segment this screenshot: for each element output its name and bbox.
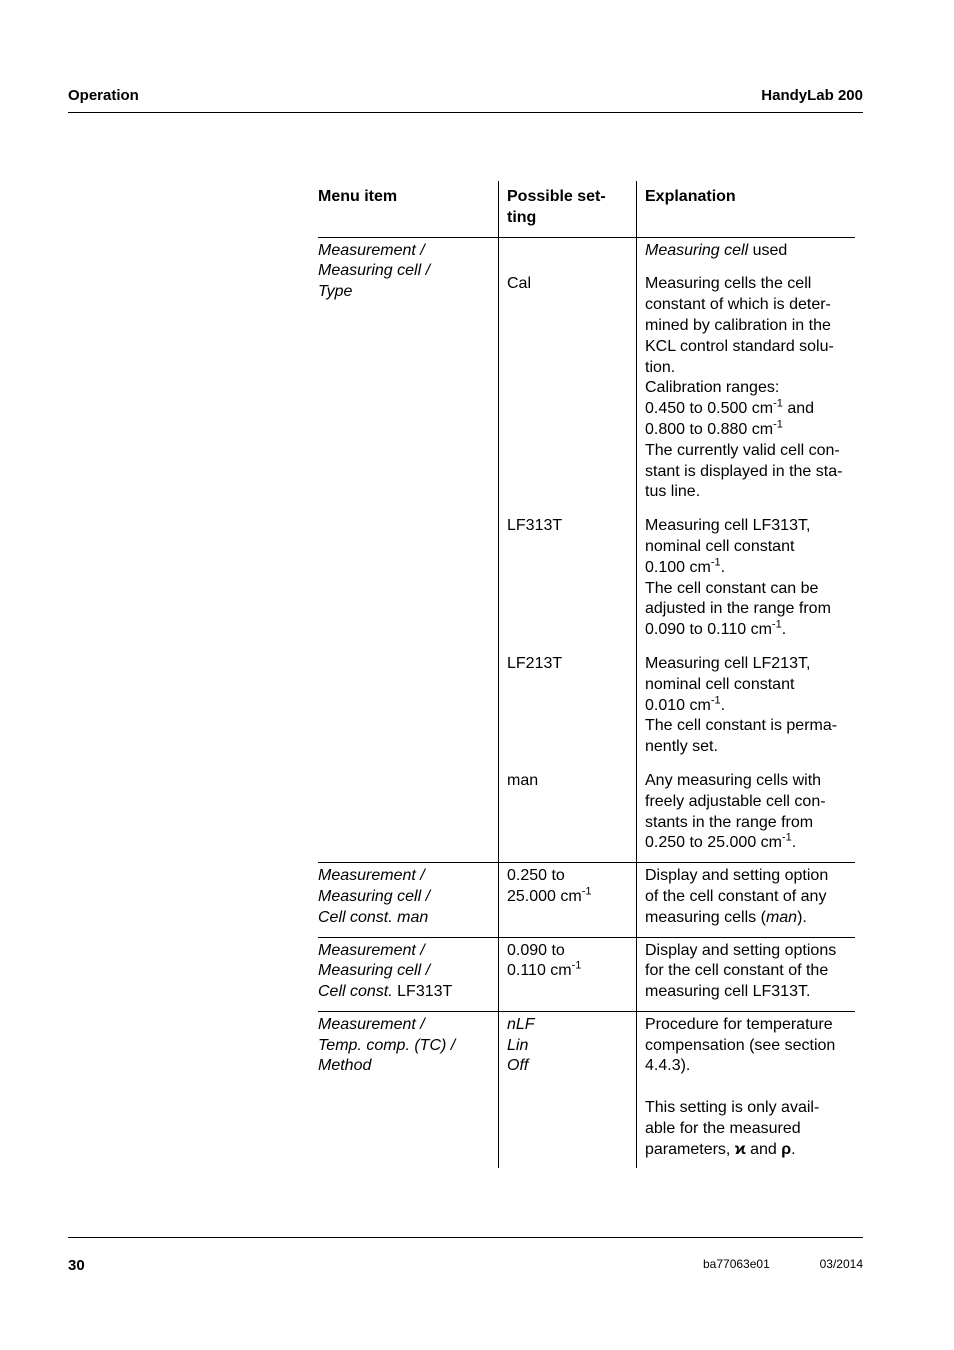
explanation-line: able for the measured: [645, 1119, 801, 1137]
menu-path-plain: LF313T: [392, 983, 453, 1001]
end-dot: .: [791, 1140, 796, 1158]
cal-text-line: Measuring cells the cell: [645, 275, 812, 293]
explanation-line: Display and setting options: [645, 941, 837, 959]
setting-cal: Cal: [499, 274, 637, 516]
cal-text-line: tion.: [645, 358, 676, 376]
setting-man: man: [499, 771, 637, 863]
explanation-line: compensation (see section: [645, 1036, 836, 1054]
setting-cell-const-lf313t: [499, 937, 637, 1011]
menu-path-tc-method: [318, 1011, 499, 1168]
paragraph-gap: [645, 1077, 855, 1098]
man-text-line: Any measuring cells with: [645, 771, 822, 789]
setting-cell-empty: [499, 237, 637, 274]
page-number: 30: [68, 1257, 85, 1274]
setting-range-line-2: [507, 887, 632, 908]
table-row-cell-const-man: [318, 863, 855, 937]
header-product-name: HandyLab 200: [761, 87, 863, 104]
setting-option-lin: Lin: [507, 1036, 529, 1054]
cal-range-1: [645, 399, 855, 420]
lf313t-text-line: Measuring cell LF313T,: [645, 517, 811, 535]
header-setting-line-2: ting: [507, 208, 537, 226]
man-text-line: stants in the range from: [645, 813, 814, 831]
menu-path-line: Measurement /: [318, 867, 425, 885]
menu-path-cell-const-man: [318, 863, 499, 937]
lf213t-text-line: Measuring cell LF213T,: [645, 654, 811, 672]
explanation-tc-method: [637, 1011, 856, 1168]
man-range-dot: .: [791, 834, 797, 852]
table-header-row: [318, 181, 855, 237]
setting-option-nlf: nLF: [507, 1015, 535, 1033]
explanation-intro: [637, 237, 856, 274]
cal-range-2-value: 0.800 to 0.880 cm: [645, 420, 774, 438]
lf313t-text-line: The cell constant can be: [645, 579, 819, 597]
setting-range-sup: -1: [571, 959, 582, 972]
lf313t-text-line: adjusted in the range from: [645, 600, 831, 618]
cal-text-line: constant of which is deter-: [645, 296, 831, 314]
menu-path-line: Type: [318, 283, 353, 301]
cal-range-2-sup: -1: [773, 418, 783, 431]
cal-text-line: The currently valid cell con-: [645, 441, 840, 459]
explanation-cell-const-man: [637, 863, 856, 937]
lf313t-constant-sup: -1: [710, 556, 721, 569]
menu-path-line: Measuring cell /: [318, 262, 431, 280]
header-section-title: Operation: [68, 87, 139, 104]
explanation-lf313t: [637, 516, 856, 654]
cal-text-line: KCL control standard solu-: [645, 337, 834, 355]
cal-range-1-value: 0.450 to 0.500 cm: [645, 400, 774, 418]
lf213t-text-line: nently set.: [645, 738, 718, 756]
explanation-text: parameters,: [645, 1140, 735, 1158]
column-header-explanation: Explanation: [637, 181, 856, 237]
document-id: ba77063e01: [703, 1257, 770, 1271]
setting-tc-method: [499, 1011, 637, 1168]
cal-text-line: stant is displayed in the sta-: [645, 462, 843, 480]
lf213t-constant-sup: -1: [710, 694, 721, 707]
table-row-tc-method: [318, 1011, 855, 1168]
intro-rest: used: [748, 241, 788, 259]
lf213t-text-line: The cell constant is perma-: [645, 717, 838, 735]
cal-range-1-and: and: [782, 400, 815, 418]
man-range-value: 0.250 to 25.000 cm: [645, 834, 782, 852]
menu-path-line: Method: [318, 1057, 372, 1075]
lf313t-range-sup: -1: [771, 618, 782, 631]
man-text-line: freely adjustable cell con-: [645, 792, 826, 810]
menu-path-line: Measuring cell /: [318, 887, 431, 905]
explanation-line: for the cell constant of the: [645, 962, 829, 980]
menu-path-line: Measuring cell /: [318, 962, 431, 980]
lf213t-constant: [645, 696, 855, 717]
lf313t-constant-dot: .: [720, 558, 726, 576]
explanation-text: measuring cells (: [645, 908, 766, 926]
lf213t-constant-dot: .: [720, 696, 726, 714]
explanation-text-end: ).: [797, 908, 807, 926]
explanation-cal: [637, 274, 856, 516]
explanation-line: Display and setting option: [645, 867, 829, 885]
column-header-possible-setting: [499, 181, 637, 237]
table-row-type-intro: [318, 237, 855, 274]
explanation-line: measuring cell LF313T.: [645, 983, 811, 1001]
setting-range-line-2: [507, 961, 632, 982]
lf313t-range-dot: .: [781, 621, 787, 639]
setting-lf313t: LF313T: [499, 516, 637, 654]
setting-option-off: Off: [507, 1057, 529, 1075]
lf313t-range: [645, 620, 855, 641]
header-setting-line-1: Possible set-: [507, 188, 606, 205]
menu-path-cell-const-lf313t: [318, 937, 499, 1011]
setting-range-line: 0.090 to: [507, 941, 565, 959]
and-text: and: [745, 1140, 782, 1158]
lf313t-range-value: 0.090 to 0.110 cm: [645, 621, 772, 639]
menu-path-line: Measurement /: [318, 941, 425, 959]
menu-path-italic: Cell const.: [318, 983, 393, 1001]
cal-text-line: tus line.: [645, 483, 701, 501]
lf313t-constant-value: 0.100 cm: [645, 558, 711, 576]
menu-path-type: [318, 237, 499, 863]
setting-cell-const-man: [499, 863, 637, 937]
cal-range-1-sup: -1: [773, 397, 783, 410]
kappa-symbol: ϰ: [734, 1140, 746, 1158]
setting-range-value: 0.110 cm: [507, 962, 572, 980]
explanation-cell-const-lf313t: [637, 937, 856, 1011]
lf213t-text-line: nominal cell constant: [645, 675, 795, 693]
setting-lf213t: LF213T: [499, 654, 637, 771]
explanation-lf213t: [637, 654, 856, 771]
menu-path-line: Measurement /: [318, 1015, 425, 1033]
header-rule: [68, 112, 863, 113]
column-header-menu-item: Menu item: [318, 181, 499, 237]
explanation-parameters-line: [645, 1140, 855, 1161]
cal-text-line: Calibration ranges:: [645, 379, 780, 397]
explanation-line: of the cell constant of any: [645, 887, 827, 905]
lf313t-text-line: nominal cell constant: [645, 537, 795, 555]
menu-path-line: Temp. comp. (TC) /: [318, 1036, 456, 1054]
explanation-italic: man: [765, 908, 798, 926]
lf313t-constant: [645, 558, 855, 579]
explanation-line: This setting is only avail-: [645, 1099, 820, 1117]
document-date: 03/2014: [819, 1257, 863, 1271]
menu-path-line: Cell const. man: [318, 908, 429, 926]
menu-path-line-3: [318, 982, 490, 1003]
menu-settings-table: [318, 181, 855, 1168]
setting-range-line: 0.250 to: [507, 867, 565, 885]
explanation-line: Procedure for temperature: [645, 1015, 833, 1033]
explanation-man: [637, 771, 856, 863]
intro-italic: Measuring cell: [645, 241, 749, 259]
setting-range-value: 25.000 cm: [507, 887, 582, 905]
menu-path-line: Measurement /: [318, 241, 425, 259]
cal-text-line: mined by calibration in the: [645, 316, 831, 334]
explanation-line-3: [645, 908, 855, 929]
table-row-cell-const-lf313t: [318, 937, 855, 1011]
footer-rule: [68, 1237, 863, 1238]
explanation-line: 4.4.3).: [645, 1057, 691, 1075]
lf213t-constant-value: 0.010 cm: [645, 696, 711, 714]
man-range-sup: -1: [781, 831, 792, 844]
cal-range-2: [645, 420, 855, 441]
setting-range-sup: -1: [581, 885, 592, 898]
man-range: [645, 833, 855, 854]
rho-symbol: ρ: [781, 1140, 792, 1158]
